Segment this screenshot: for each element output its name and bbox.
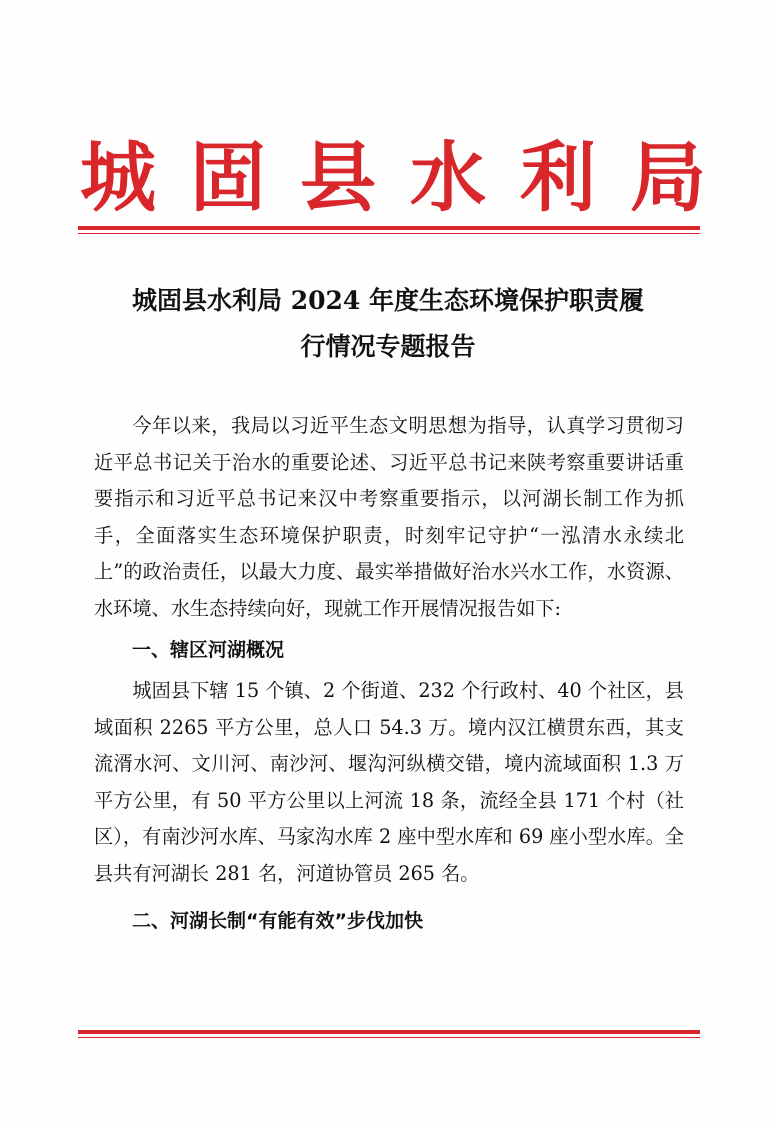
document-title-line-1: 城固县水利局 2024 年度生态环境保护职责履 — [132, 286, 644, 315]
footer-rule-thin — [78, 1037, 700, 1038]
intro-paragraph: 今年以来，我局以习近平生态文明思想为指导，认真学习贯彻习近平总书记关于治水的重要论述、习近平总书记来陕考察重要讲话重要指示和习近平总书记来汉中考察重要指示，以河湖长制工作为抓手，全面落实生态环境保护职责，时刻牢记守护“一泓清水永续北上”的政治责任，以最大力度、最实举措做好治水兴水工作，水资源、水环境、水生态持续向好，现就工作开展情况报告如下: — [94, 414, 684, 620]
letterhead-rule-thin — [78, 233, 700, 234]
letterhead-org-name: 城固县水利局 — [80, 133, 740, 222]
footer-rule-thick — [78, 1030, 700, 1034]
letterhead-rule-thick — [78, 226, 700, 230]
section-2-heading: 二、河湖长制“有能有效”步伐加快 — [132, 910, 423, 932]
section-1-heading: 一、辖区河湖概况 — [132, 639, 285, 661]
section-1-paragraph: 城固县下辖 15 个镇、2 个街道、232 个行政村、40 个社区，县域面积 2265 平方公里，总人口 54.3 万。境内汉江横贯东西，其支流湑水河、文川河、南沙河、堰沟河纵横交错，境内流域面积 1.3 万平方公里，有 50 平方公里以上河流 18 条，流经全县 171 个村（社区），有南沙河水库、马家沟水库 2 座中型水库和 69 座小型水库。全县共有河湖长 281 名，河道协管员 265 名。 — [94, 679, 684, 885]
document-body — [94, 408, 684, 950]
document-title-line-2: 行情况专题报告 — [300, 332, 476, 361]
document-title — [80, 278, 696, 370]
